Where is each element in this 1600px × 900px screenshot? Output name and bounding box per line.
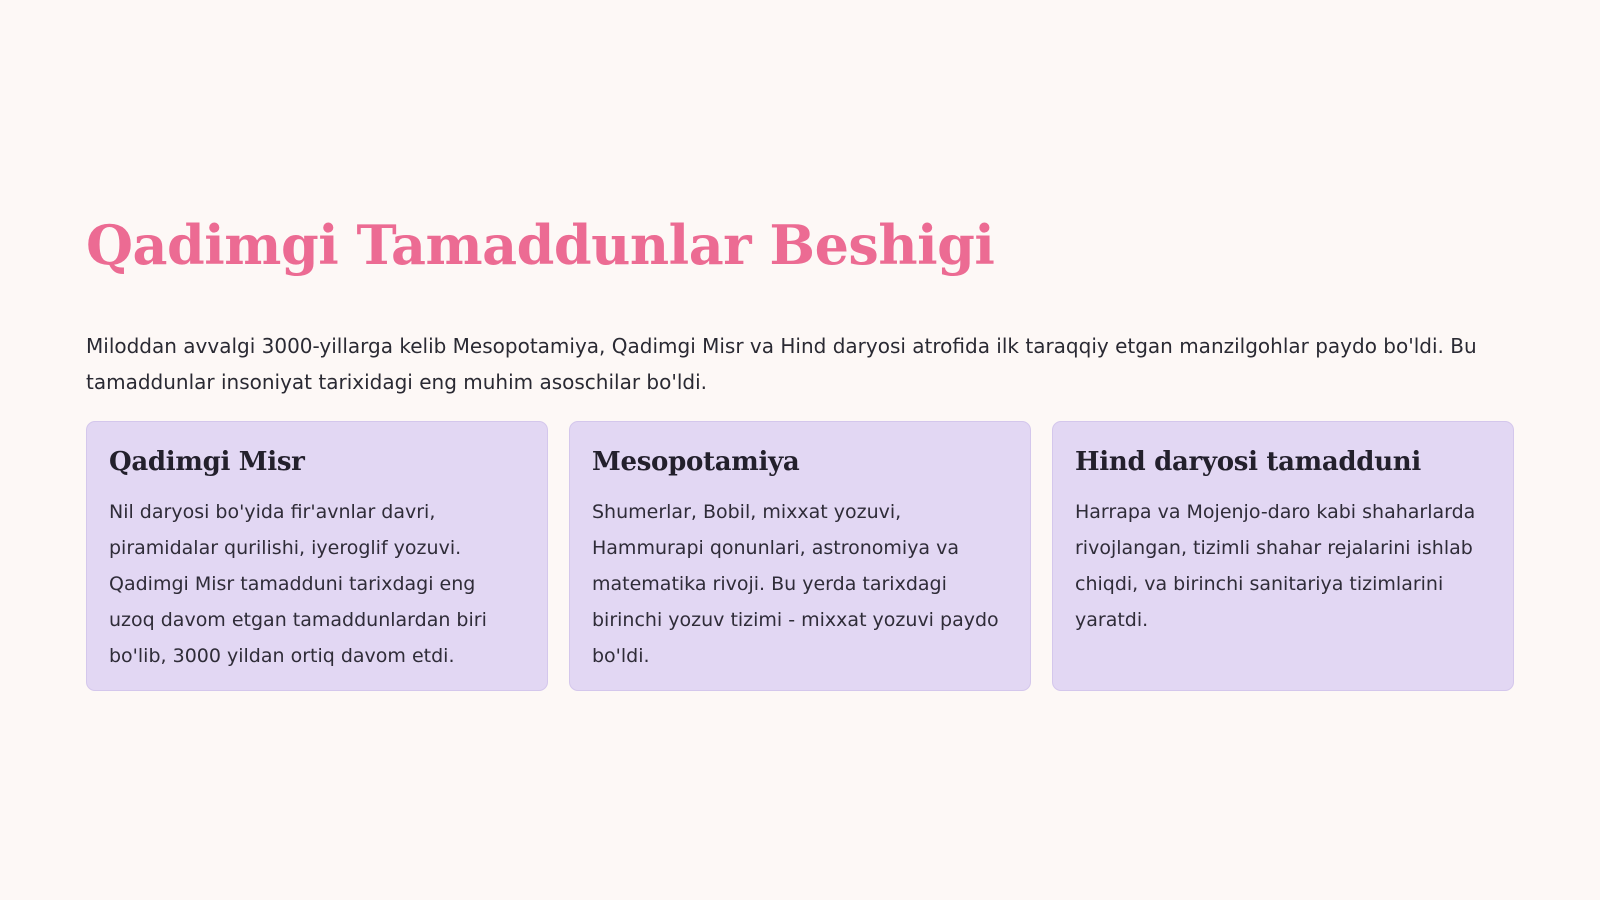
- card-text: Nil daryosi bo'yida fir'avnlar davri, piramidalar qurilishi, iyeroglif yozuvi. Qadimgi Misr tamadduni tarixdagi eng uzoq davom etgan tamaddunlardan biri bo'lib, 3000 yildan ortiq davom etdi.: [109, 501, 487, 667]
- card-mesopotamiya: [569, 421, 1031, 691]
- card-text: Harrapa va Mojenjo-daro kabi shaharlarda rivojlangan, tizimli shahar rejalarini ishlab chiqdi, va birinchi sanitariya tizimlarini yaratdi.: [1075, 501, 1476, 631]
- intro-paragraph: Miloddan avvalgi 3000-yillarga kelib Mesopotamiya, Qadimgi Misr va Hind daryosi atrofida ilk taraqqiy etgan manzilgohlar paydo bo'ldi. Bu tamaddunlar insoniyat tarixidagi eng muhim asoschilar bo'ldi.: [86, 334, 1477, 394]
- card-title: Qadimgi Misr: [109, 447, 305, 477]
- card-qadimgi-misr: [86, 421, 548, 691]
- card-text: Shumerlar, Bobil, mixxat yozuvi, Hammurapi qonunlari, astronomiya va matematika rivoji. Bu yerda tarixdagi birinchi yozuv tizimi - mixxat yozuvi paydo bo'ldi.: [592, 501, 999, 667]
- slide-title: Qadimgi Tamaddunlar Beshigi: [86, 213, 995, 277]
- card-title: Mesopotamiya: [592, 447, 800, 477]
- card-title: Hind daryosi tamadduni: [1075, 447, 1421, 477]
- card-row: [86, 421, 1514, 691]
- card-hind-daryosi: [1052, 421, 1514, 691]
